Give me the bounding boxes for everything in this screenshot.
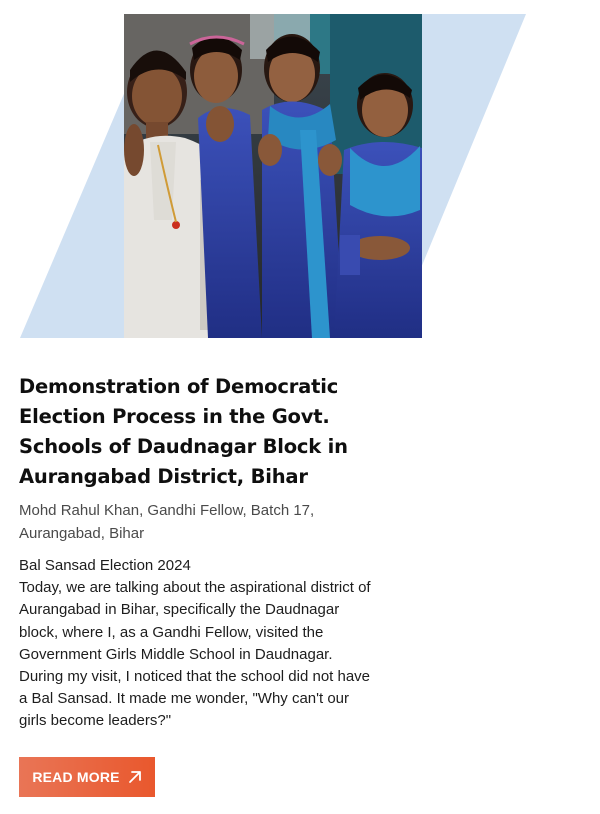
article-hero[interactable] — [0, 0, 600, 345]
hero-graphic — [0, 0, 600, 345]
arrow-up-right-icon — [128, 770, 142, 784]
excerpt-heading: Bal Sansad Election 2024 — [19, 557, 191, 574]
excerpt-body: Today, we are talking about the aspirational district of Aurangabad in Bihar, specifically the Daudnagar block, where I, as a Gandhi Fellow, visited the Government Girls Middle School in Daudnagar. During my visit, I noticed that the school did not have a Bal Sansad. It made me wonder, "Why can't our girls become leaders?" — [19, 579, 371, 730]
read-more-button[interactable] — [19, 757, 155, 797]
read-more-label: READ MORE — [32, 769, 120, 785]
article-author: Mohd Rahul Khan, Gandhi Fellow, Batch 17, Aurangabad, Bihar — [19, 502, 315, 542]
article-excerpt — [19, 555, 379, 733]
article-title[interactable]: Demonstration of Democratic Election Process in the Govt. Schools of Daudnagar Block in Aurangabad District, Bihar — [19, 375, 348, 488]
students-photo — [124, 14, 422, 338]
